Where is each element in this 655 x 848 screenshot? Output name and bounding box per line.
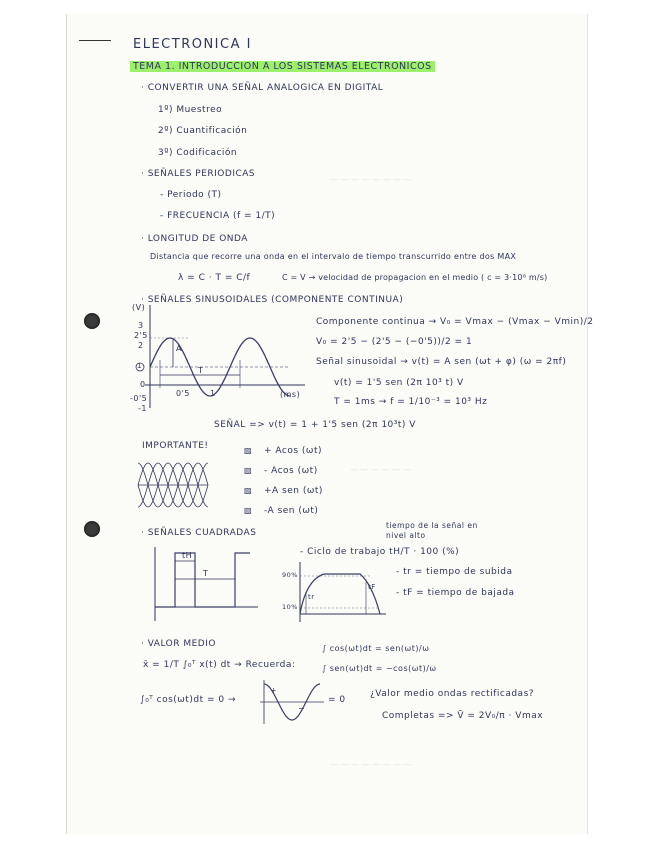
formula-line: T = 1ms → f = 1/10⁻³ = 10³ Hz xyxy=(334,397,488,407)
legend-item: - Acos (ωt) xyxy=(264,466,318,476)
formula-line: Señal sinusoidal → v(t) = A sen (ωt + φ) (ω = 2πf) xyxy=(316,357,567,367)
legend-item: +A sen (ωt) xyxy=(264,486,323,496)
formula-line: V₀ = 2'5 − (2'5 − (−0'5))/2 = 1 xyxy=(316,337,473,347)
list-item: - Periodo (T) xyxy=(160,190,222,200)
y-tick: 3 xyxy=(138,321,144,330)
legend-item: -A sen (ωt) xyxy=(264,506,319,516)
section-sinusoidal-heading: · SEÑALES SINUSOIDALES (COMPONENTE CONTINUA) xyxy=(141,295,404,305)
section-periodic-heading: · SEÑALES PERIODICAS xyxy=(141,169,256,179)
y-tick: -0'5 xyxy=(130,394,148,403)
bleed-through: — — — — — — — — xyxy=(330,760,412,769)
page-title: ELECTRONICA I xyxy=(133,37,252,52)
fall-time: - tF = tiempo de bajada xyxy=(396,588,515,598)
cosine-area-graph xyxy=(256,678,326,726)
formula-line: v(t) = 1'5 sen (2π 10³ t) V xyxy=(334,378,464,388)
t-label: T xyxy=(203,569,209,578)
x-tick: 1 xyxy=(210,389,216,398)
list-item: - FRECUENCIA (f = 1/T) xyxy=(160,211,276,221)
signal-result: SEÑAL => v(t) = 1 + 1'5 sen (2π 10³t) V xyxy=(214,420,416,430)
rectified-question: ¿Valor medio ondas rectificadas? xyxy=(370,689,535,699)
legend-swatch: ▨ xyxy=(244,506,253,515)
rectified-answer: Completas => V̄ = 2V₀/π · Vmax xyxy=(382,711,544,721)
duty-cycle: - Ciclo de trabajo tH/T · 100 (%) xyxy=(300,547,460,557)
legend-swatch: ▨ xyxy=(244,446,253,455)
important-heading: IMPORTANTE! xyxy=(142,441,209,451)
wavelength-definition: Distancia que recorre una onda en el intervalo de tiempo transcurrido entre dos MAX xyxy=(150,252,517,261)
y-tick: 2 xyxy=(138,341,144,350)
legend-swatch: ▨ xyxy=(244,486,253,495)
zero-result: = 0 xyxy=(328,695,346,705)
integral-cos: ∫ cos(ωt)dt = sen(ωt)/ω xyxy=(322,644,430,653)
section-convert-heading: · CONVERTIR UNA SEÑAL ANALOGICA EN DIGITAL xyxy=(141,83,384,93)
binder-hole xyxy=(84,313,100,329)
amplitude-label: A xyxy=(176,344,182,353)
p90-label: 90% xyxy=(282,571,298,579)
list-item: 3º) Codificación xyxy=(158,148,238,158)
list-item: 2º) Cuantificación xyxy=(158,126,248,136)
minus-area: − xyxy=(298,704,306,713)
circle-label: 1 xyxy=(137,362,142,370)
topic-heading: TEMA 1. INTRODUCCION A LOS SISTEMAS ELECTRONICOS xyxy=(130,61,435,72)
list-item: 1º) Muestreo xyxy=(158,105,223,115)
legend-item: + Acos (ωt) xyxy=(264,446,322,456)
y-tick: 2'5 xyxy=(134,331,148,340)
tr-label: tr xyxy=(308,593,315,601)
v-axis-label: (V) xyxy=(132,303,146,312)
wavelength-equation: λ = C · T = C/f xyxy=(178,273,251,283)
x-unit: (ms) xyxy=(280,390,301,399)
zero-integral: ∫₀ᵀ cos(ωt)dt = 0 → xyxy=(140,695,236,705)
th-label: tH xyxy=(182,551,193,560)
margin-dash xyxy=(79,40,111,41)
plus-area: + xyxy=(270,686,278,695)
section-mean-heading: · VALOR MEDIO xyxy=(141,639,216,649)
tf-label: tF xyxy=(368,583,376,591)
formula-line: Componente continua → V₀ = Vmax − (Vmax − Vmin)/2 xyxy=(316,317,594,327)
integral-sin: ∫ sen(ωt)dt = −cos(ωt)/ω xyxy=(322,664,437,673)
period-label: T xyxy=(198,366,204,375)
p10-label: 10% xyxy=(282,603,298,611)
high-level-note: tiempo de la señal en nivel alto xyxy=(386,521,478,540)
y-tick: 0 xyxy=(140,380,146,389)
phase-shifted-waves xyxy=(138,455,208,513)
binder-hole xyxy=(84,521,100,537)
bleed-through: — — — — — — xyxy=(350,465,411,474)
section-wavelength-heading: · LONGITUD DE ONDA xyxy=(141,234,248,244)
rise-fall-graph xyxy=(292,562,388,624)
rise-time: - tr = tiempo de subida xyxy=(396,567,513,577)
x-tick: 0'5 xyxy=(176,389,190,398)
bleed-through: — — — — — — — — xyxy=(330,175,412,184)
section-square-heading: · SEÑALES CUADRADAS xyxy=(141,528,257,538)
legend-swatch: ▨ xyxy=(244,466,253,475)
mean-formula: x̄ = 1/T ∫₀ᵀ x(t) dt → Recuerda: xyxy=(143,660,296,670)
propagation-speed-note: C = V → velocidad de propagacion en el medio ( c = 3·10⁸ m/s) xyxy=(282,273,548,282)
y-tick: -1 xyxy=(138,404,147,413)
square-wave-graph xyxy=(150,545,260,623)
